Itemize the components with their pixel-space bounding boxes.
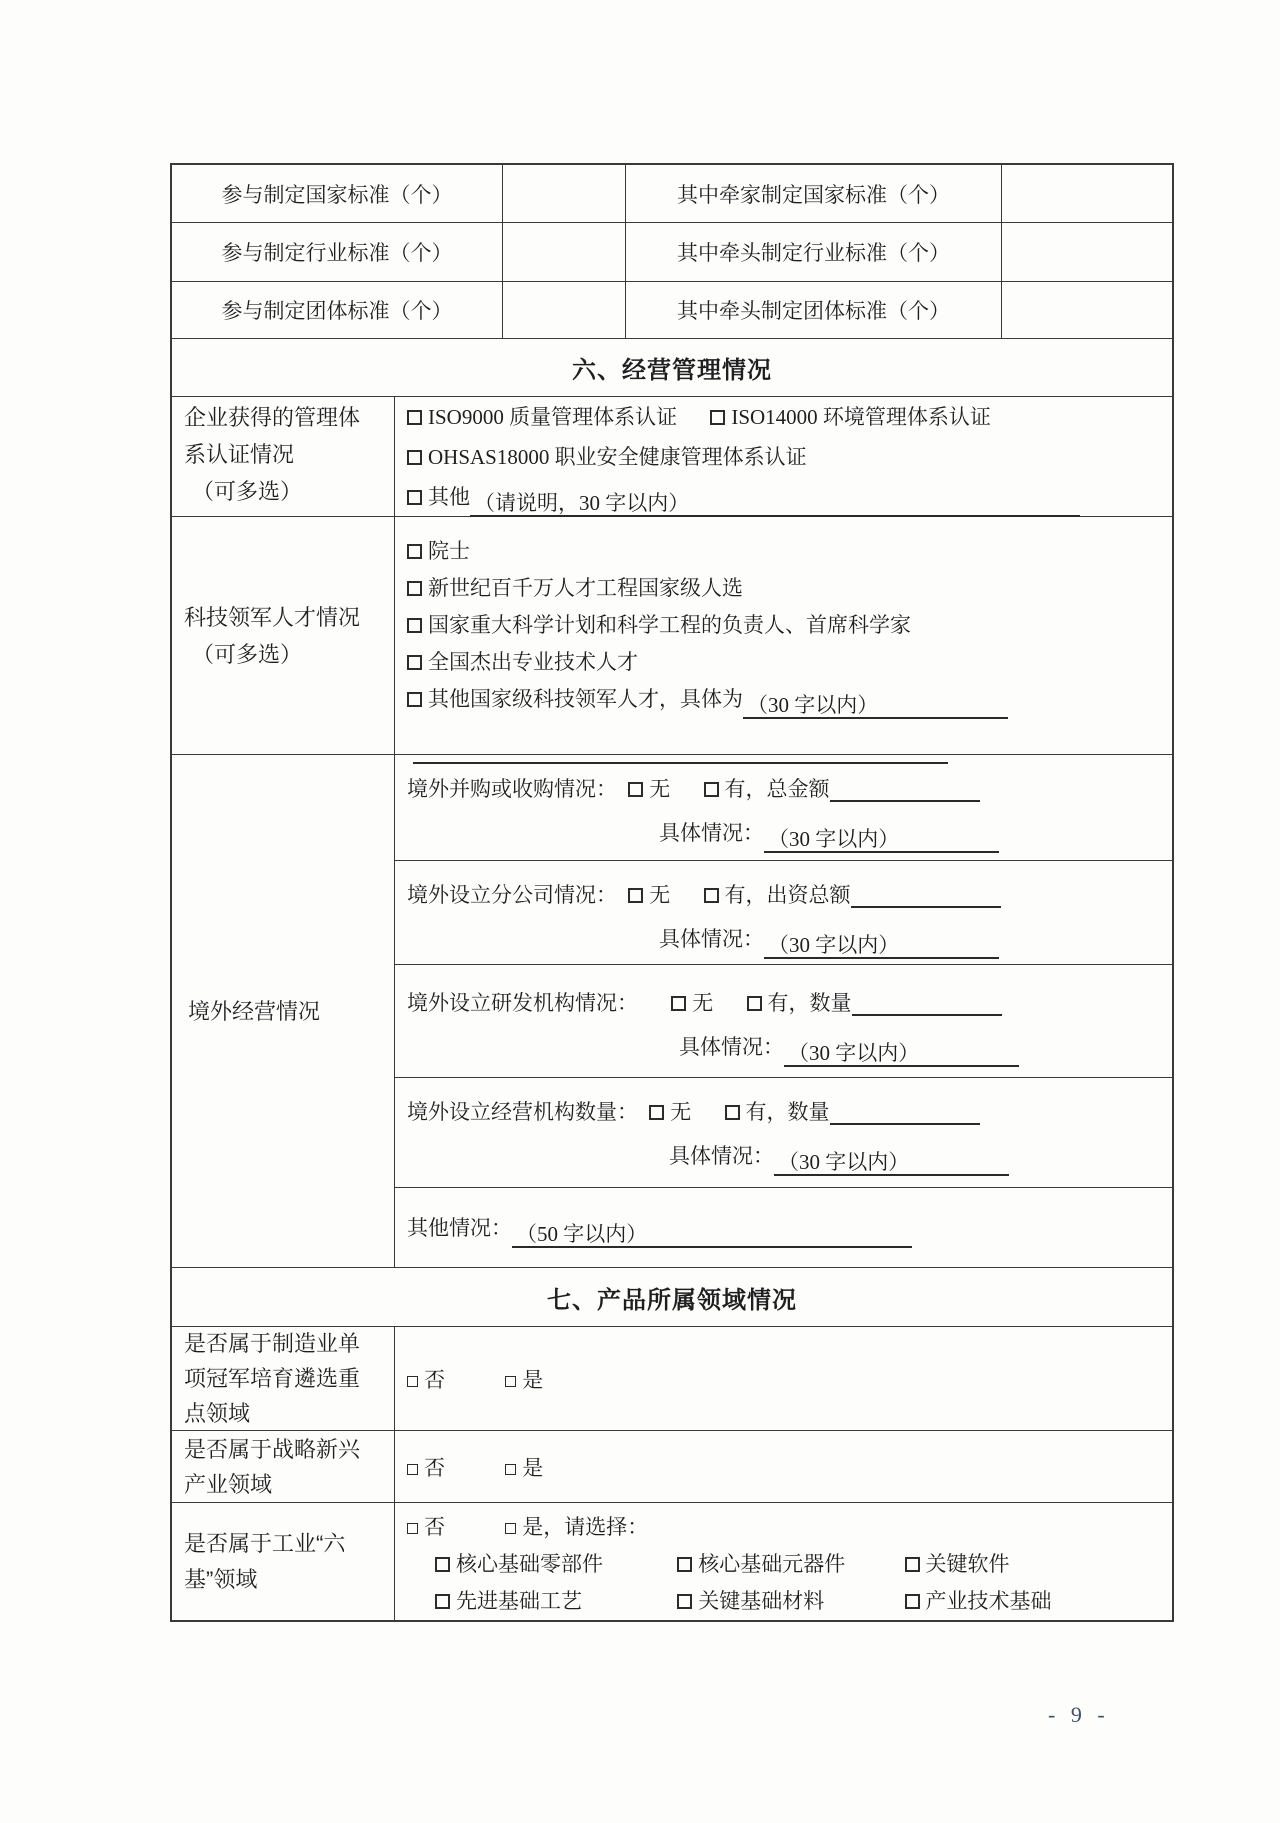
checkbox-icon[interactable] — [407, 450, 422, 465]
yes-option-label: 有，出资总额 — [724, 882, 851, 907]
no-option-label: 无 — [649, 777, 671, 801]
six-bases-option-label: 核心基础零部件 — [456, 1552, 603, 1576]
six-bases-option-label: 产业技术基础 — [925, 1589, 1052, 1613]
yes-option-label: 有，数量 — [767, 990, 852, 1015]
stat-value-cell[interactable] — [1002, 223, 1172, 281]
cert-option-label: ISO14000 环境管理体系认证 — [731, 405, 991, 429]
table-row — [172, 282, 1172, 339]
checkbox-icon[interactable] — [905, 1594, 920, 1609]
detail-blank[interactable] — [764, 825, 999, 853]
table-row — [172, 223, 1172, 282]
cert-other-blank[interactable] — [470, 489, 1080, 517]
checkbox-icon[interactable] — [704, 888, 719, 903]
form-table — [170, 163, 1174, 1622]
checkbox-icon[interactable] — [435, 1557, 450, 1572]
detail-blank[interactable] — [784, 1039, 1019, 1067]
amount-blank[interactable] — [852, 988, 1002, 1016]
champion-label: 是否属于制造业单 项冠军培育遴选重 点领域 — [172, 1327, 395, 1430]
checkbox-icon[interactable] — [725, 1105, 740, 1120]
yes-option-label: 是 — [522, 1455, 544, 1480]
overseas-question: 境外并购或收购情况： — [407, 777, 617, 801]
checkbox-icon[interactable] — [628, 888, 643, 903]
detail-hint: （30 字以内） — [768, 932, 900, 957]
strategic-label: 是否属于战略新兴 产业领域 — [172, 1431, 395, 1502]
cert-other-hint: （请说明，30 字以内） — [474, 491, 690, 515]
checkbox-icon[interactable] — [407, 1464, 418, 1475]
checkbox-icon[interactable] — [407, 692, 422, 707]
checkbox-icon[interactable] — [407, 1523, 418, 1534]
amount-blank[interactable] — [830, 1097, 980, 1125]
talent-option-label: 新世纪百千万人才工程国家级人选 — [428, 576, 743, 600]
checkbox-icon[interactable] — [671, 996, 686, 1011]
talent-options — [395, 517, 1172, 754]
checkbox-icon[interactable] — [747, 996, 762, 1011]
checkbox-icon[interactable] — [649, 1105, 664, 1120]
yes-option-label: 有，总金额 — [724, 777, 830, 801]
cert-row — [172, 397, 1172, 517]
talent-other-hint: （30 字以内） — [747, 693, 879, 717]
overseas-question: 境外设立经营机构数量： — [407, 1100, 638, 1125]
detail-hint: （30 字以内） — [768, 827, 900, 851]
table-row — [172, 165, 1172, 223]
stat-value-cell[interactable] — [1002, 282, 1172, 338]
detail-label: 具体情况： — [679, 1034, 784, 1059]
cert-option-label: OHSAS18000 职业安全健康管理体系认证 — [428, 445, 807, 469]
overseas-block — [172, 755, 1172, 1268]
section-6-title: 六、经营管理情况 — [572, 357, 772, 384]
talent-option-label: 全国杰出专业技术人才 — [428, 650, 638, 674]
checkbox-icon[interactable] — [677, 1557, 692, 1572]
stat-value-cell[interactable] — [503, 282, 626, 338]
checkbox-icon[interactable] — [407, 655, 422, 670]
talent-option-label: 其他国家级科技领军人才，具体为 — [428, 687, 743, 711]
stat-label: 其中牵家制定国家标准（个） — [626, 165, 1002, 222]
six-bases-option-label: 核心基础元器件 — [698, 1552, 846, 1576]
champion-row — [172, 1327, 1172, 1431]
no-option-label: 无 — [649, 882, 671, 907]
strategic-options — [395, 1431, 1172, 1502]
detail-blank[interactable] — [774, 1148, 1009, 1176]
no-option-label: 无 — [670, 1100, 692, 1125]
overseas-other-blank[interactable] — [512, 1220, 912, 1248]
detail-label: 具体情况： — [659, 926, 764, 951]
overseas-label: 境外经营情况 — [172, 755, 395, 1267]
yes-option-label: 是，请选择： — [522, 1515, 649, 1539]
talent-option-label: 院士 — [428, 539, 470, 563]
checkbox-icon[interactable] — [407, 1376, 418, 1387]
amount-blank[interactable] — [830, 774, 980, 802]
no-option-label: 否 — [424, 1367, 445, 1392]
no-option-label: 无 — [692, 990, 714, 1015]
section-6-header-row — [172, 339, 1172, 397]
page-number: - 9 - — [1048, 1702, 1110, 1727]
checkbox-icon[interactable] — [628, 782, 643, 797]
checkbox-icon[interactable] — [407, 490, 422, 505]
stat-label: 参与制定团体标准（个） — [172, 282, 503, 338]
six-bases-row — [172, 1503, 1172, 1620]
overseas-subrow — [395, 965, 1172, 1079]
amount-blank[interactable] — [851, 880, 1001, 908]
detail-hint: （30 字以内） — [788, 1040, 920, 1065]
cert-label: 企业获得的管理体 系认证情况 （可多选） — [172, 397, 395, 516]
detail-label: 具体情况： — [669, 1144, 774, 1169]
section-7-title: 七、产品所属领域情况 — [547, 1286, 797, 1314]
overseas-question: 境外设立分公司情况： — [407, 882, 617, 907]
cert-option-label: ISO9000 质量管理体系认证 — [428, 405, 678, 429]
overseas-subrows — [395, 755, 1172, 1267]
checkbox-icon[interactable] — [407, 618, 422, 633]
checkbox-icon[interactable] — [677, 1594, 692, 1609]
checkbox-icon[interactable] — [407, 581, 422, 596]
yes-option-label: 是 — [522, 1367, 544, 1392]
talent-other-blank[interactable] — [743, 691, 1008, 719]
talent-row — [172, 517, 1172, 755]
overseas-other-label: 其他情况： — [407, 1216, 512, 1241]
overseas-other-row — [395, 1188, 1172, 1267]
detail-blank[interactable] — [764, 931, 999, 959]
talent-option-label: 国家重大科学计划和科学工程的负责人、首席科学家 — [428, 613, 911, 637]
detail-hint: （30 字以内） — [778, 1150, 910, 1175]
cert-option-label: 其他 — [428, 485, 470, 509]
stat-label: 参与制定行业标准（个） — [172, 223, 503, 281]
stat-label: 参与制定国家标准（个） — [172, 165, 503, 222]
no-option-label: 否 — [424, 1455, 445, 1480]
six-bases-option-label: 关键基础材料 — [698, 1589, 825, 1613]
overseas-subrow — [395, 861, 1172, 965]
checkbox-icon[interactable] — [505, 1464, 516, 1475]
section-7-header-row — [172, 1268, 1172, 1327]
checkbox-icon[interactable] — [435, 1594, 450, 1609]
checkbox-icon[interactable] — [704, 782, 719, 797]
checkbox-icon[interactable] — [505, 1523, 516, 1534]
six-bases-option-label: 先进基础工艺 — [456, 1589, 582, 1613]
stat-value-cell[interactable] — [503, 223, 626, 281]
no-option-label: 否 — [424, 1515, 445, 1539]
cert-options — [395, 397, 1172, 516]
detail-label: 具体情况： — [659, 821, 764, 845]
stat-value-cell[interactable] — [1002, 165, 1172, 222]
overseas-question: 境外设立研发机构情况： — [407, 990, 638, 1015]
strategic-row — [172, 1431, 1172, 1503]
six-bases-option-label: 关键软件 — [925, 1552, 1010, 1576]
champion-options — [395, 1327, 1172, 1430]
overseas-other-hint: （50 字以内） — [516, 1222, 648, 1247]
talent-label: 科技领军人才情况 （可多选） — [172, 517, 395, 754]
checkbox-icon[interactable] — [505, 1376, 516, 1387]
stat-label: 其中牵头制定行业标准（个） — [626, 223, 1002, 281]
checkbox-icon[interactable] — [407, 544, 422, 559]
stat-label: 其中牵头制定团体标准（个） — [626, 282, 1002, 338]
overseas-subrow — [395, 1078, 1172, 1188]
stat-value-cell[interactable] — [503, 165, 626, 222]
checkbox-icon[interactable] — [407, 410, 422, 425]
checkbox-icon[interactable] — [710, 410, 725, 425]
overseas-subrow — [395, 755, 1172, 861]
six-bases-options — [395, 1503, 1172, 1620]
six-bases-label: 是否属于工业“六 基”领域 — [172, 1503, 395, 1620]
yes-option-label: 有，数量 — [745, 1100, 830, 1125]
checkbox-icon[interactable] — [905, 1557, 920, 1572]
